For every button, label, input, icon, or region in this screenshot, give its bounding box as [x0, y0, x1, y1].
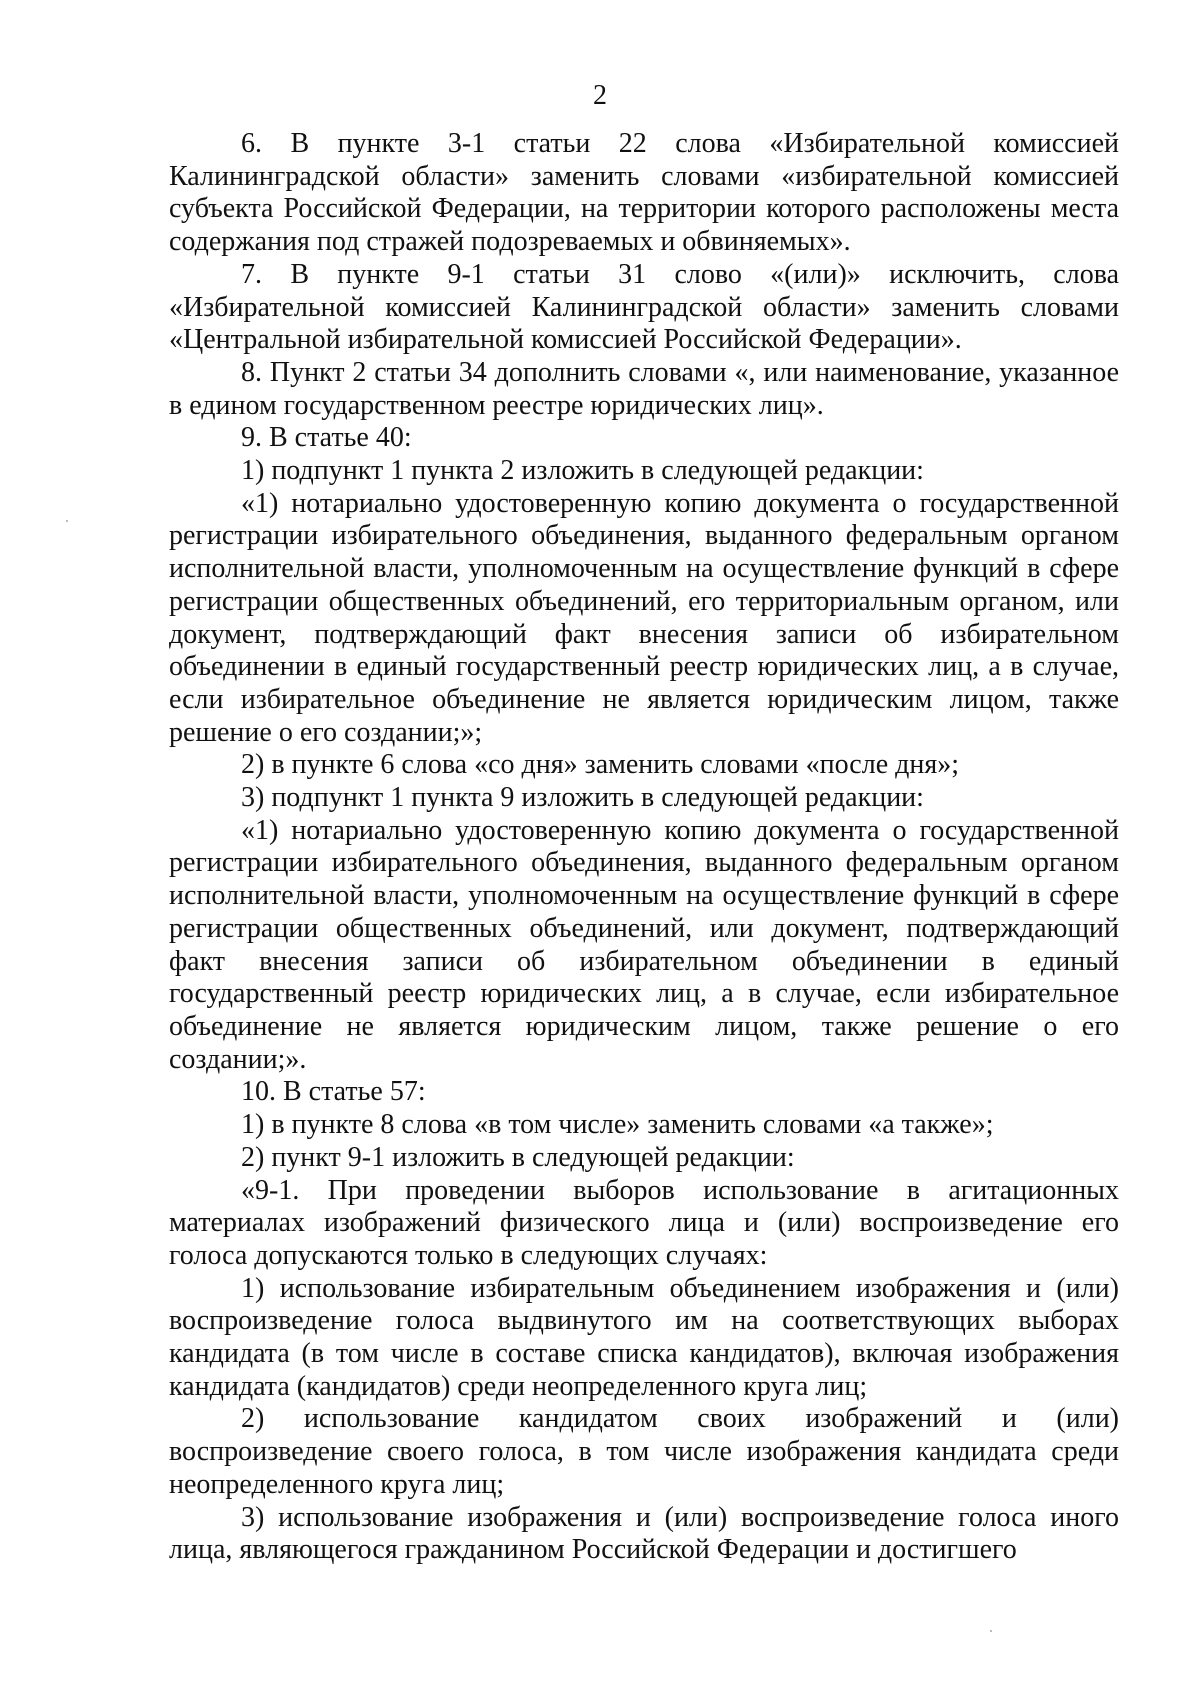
paragraph: «9-1. При проведении выборов использование в агитационных материалах изображений физического лица и (или) воспроизведение его голоса допускаются только в следующих случаях:: [169, 1174, 1119, 1271]
paragraph: 7. В пункте 9-1 статьи 31 слово «(или)» исключить, слова «Избирательной комиссией Калининградской области» заменить словами «Центральной избирательной комиссией Российской Федерации».: [169, 258, 1119, 356]
paragraph: 8. Пункт 2 статьи 34 дополнить словами «, или наименование, указанное в едином государственном реестре юридических лиц».: [169, 356, 1119, 421]
paragraph: 3) подпункт 1 пункта 9 изложить в следующей редакции:: [241, 782, 924, 814]
paragraph: «1) нотариально удостоверенную копию документа о государственной регистрации избирательного объединения, выданного федеральным органом исполнительной власти, уполномоченным на осуществление функций в сфере регистрации общественных объединений, его территориальным органом, или документ, подтверждающий факт внесения записи об избирательном объединении в единый государственный реестр юридических лиц, а в случае, если избирательное объединение не является юридическим лицом, также решение о его создании;»;: [169, 487, 1119, 748]
document-body: [169, 128, 1119, 1567]
paragraph: 6. В пункте 3-1 статьи 22 слова «Избирательной комиссией Калининградской области» заменить словами «избирательной комиссией субъекта Российской Федерации, на территории которого расположены места содержания под стражей подозреваемых и обвиняемых».: [169, 128, 1119, 258]
paragraph: 1) в пункте 8 слова «в том числе» заменить словами «а также»;: [241, 1109, 994, 1141]
page-number: 2: [593, 80, 607, 111]
scan-speck: [66, 520, 68, 522]
paragraph: 1) использование избирательным объединением изображения и (или) воспроизведение голоса выдвинутого им на соответствующих выборах кандидата (в том числе в составе списка кандидатов), включая изображения кандидата (кандидатов) среди неопределенного круга лиц;: [169, 1272, 1119, 1402]
paragraph: 3) использование изображения и (или) воспроизведение голоса иного лица, являющегося гражданином Российской Федерации и достигшего: [169, 1501, 1119, 1566]
paragraph: 9. В статье 40:: [241, 422, 412, 454]
paragraph: 1) подпункт 1 пункта 2 изложить в следующей редакции:: [241, 455, 924, 487]
scan-speck: [990, 1630, 992, 1632]
paragraph: «1) нотариально удостоверенную копию документа о государственной регистрации избирательного объединения, выданного федеральным органом исполнительной власти, уполномоченным на осуществление функций в сфере регистрации общественных объединений, или документ, подтверждающий факт внесения записи об избирательном объединении в единый государственный реестр юридических лиц, а в случае, если избирательное объединение не является юридическим лицом, также решение о его создании;».: [169, 814, 1119, 1075]
paragraph: 10. В статье 57:: [241, 1076, 426, 1108]
paragraph: 2) использование кандидатом своих изображений и (или) воспроизведение своего голоса, в том числе изображения кандидата среди неопределенного круга лиц;: [169, 1403, 1119, 1500]
paragraph: 2) в пункте 6 слова «со дня» заменить словами «после дня»;: [241, 749, 960, 781]
paragraph: 2) пункт 9-1 изложить в следующей редакции:: [241, 1141, 795, 1173]
